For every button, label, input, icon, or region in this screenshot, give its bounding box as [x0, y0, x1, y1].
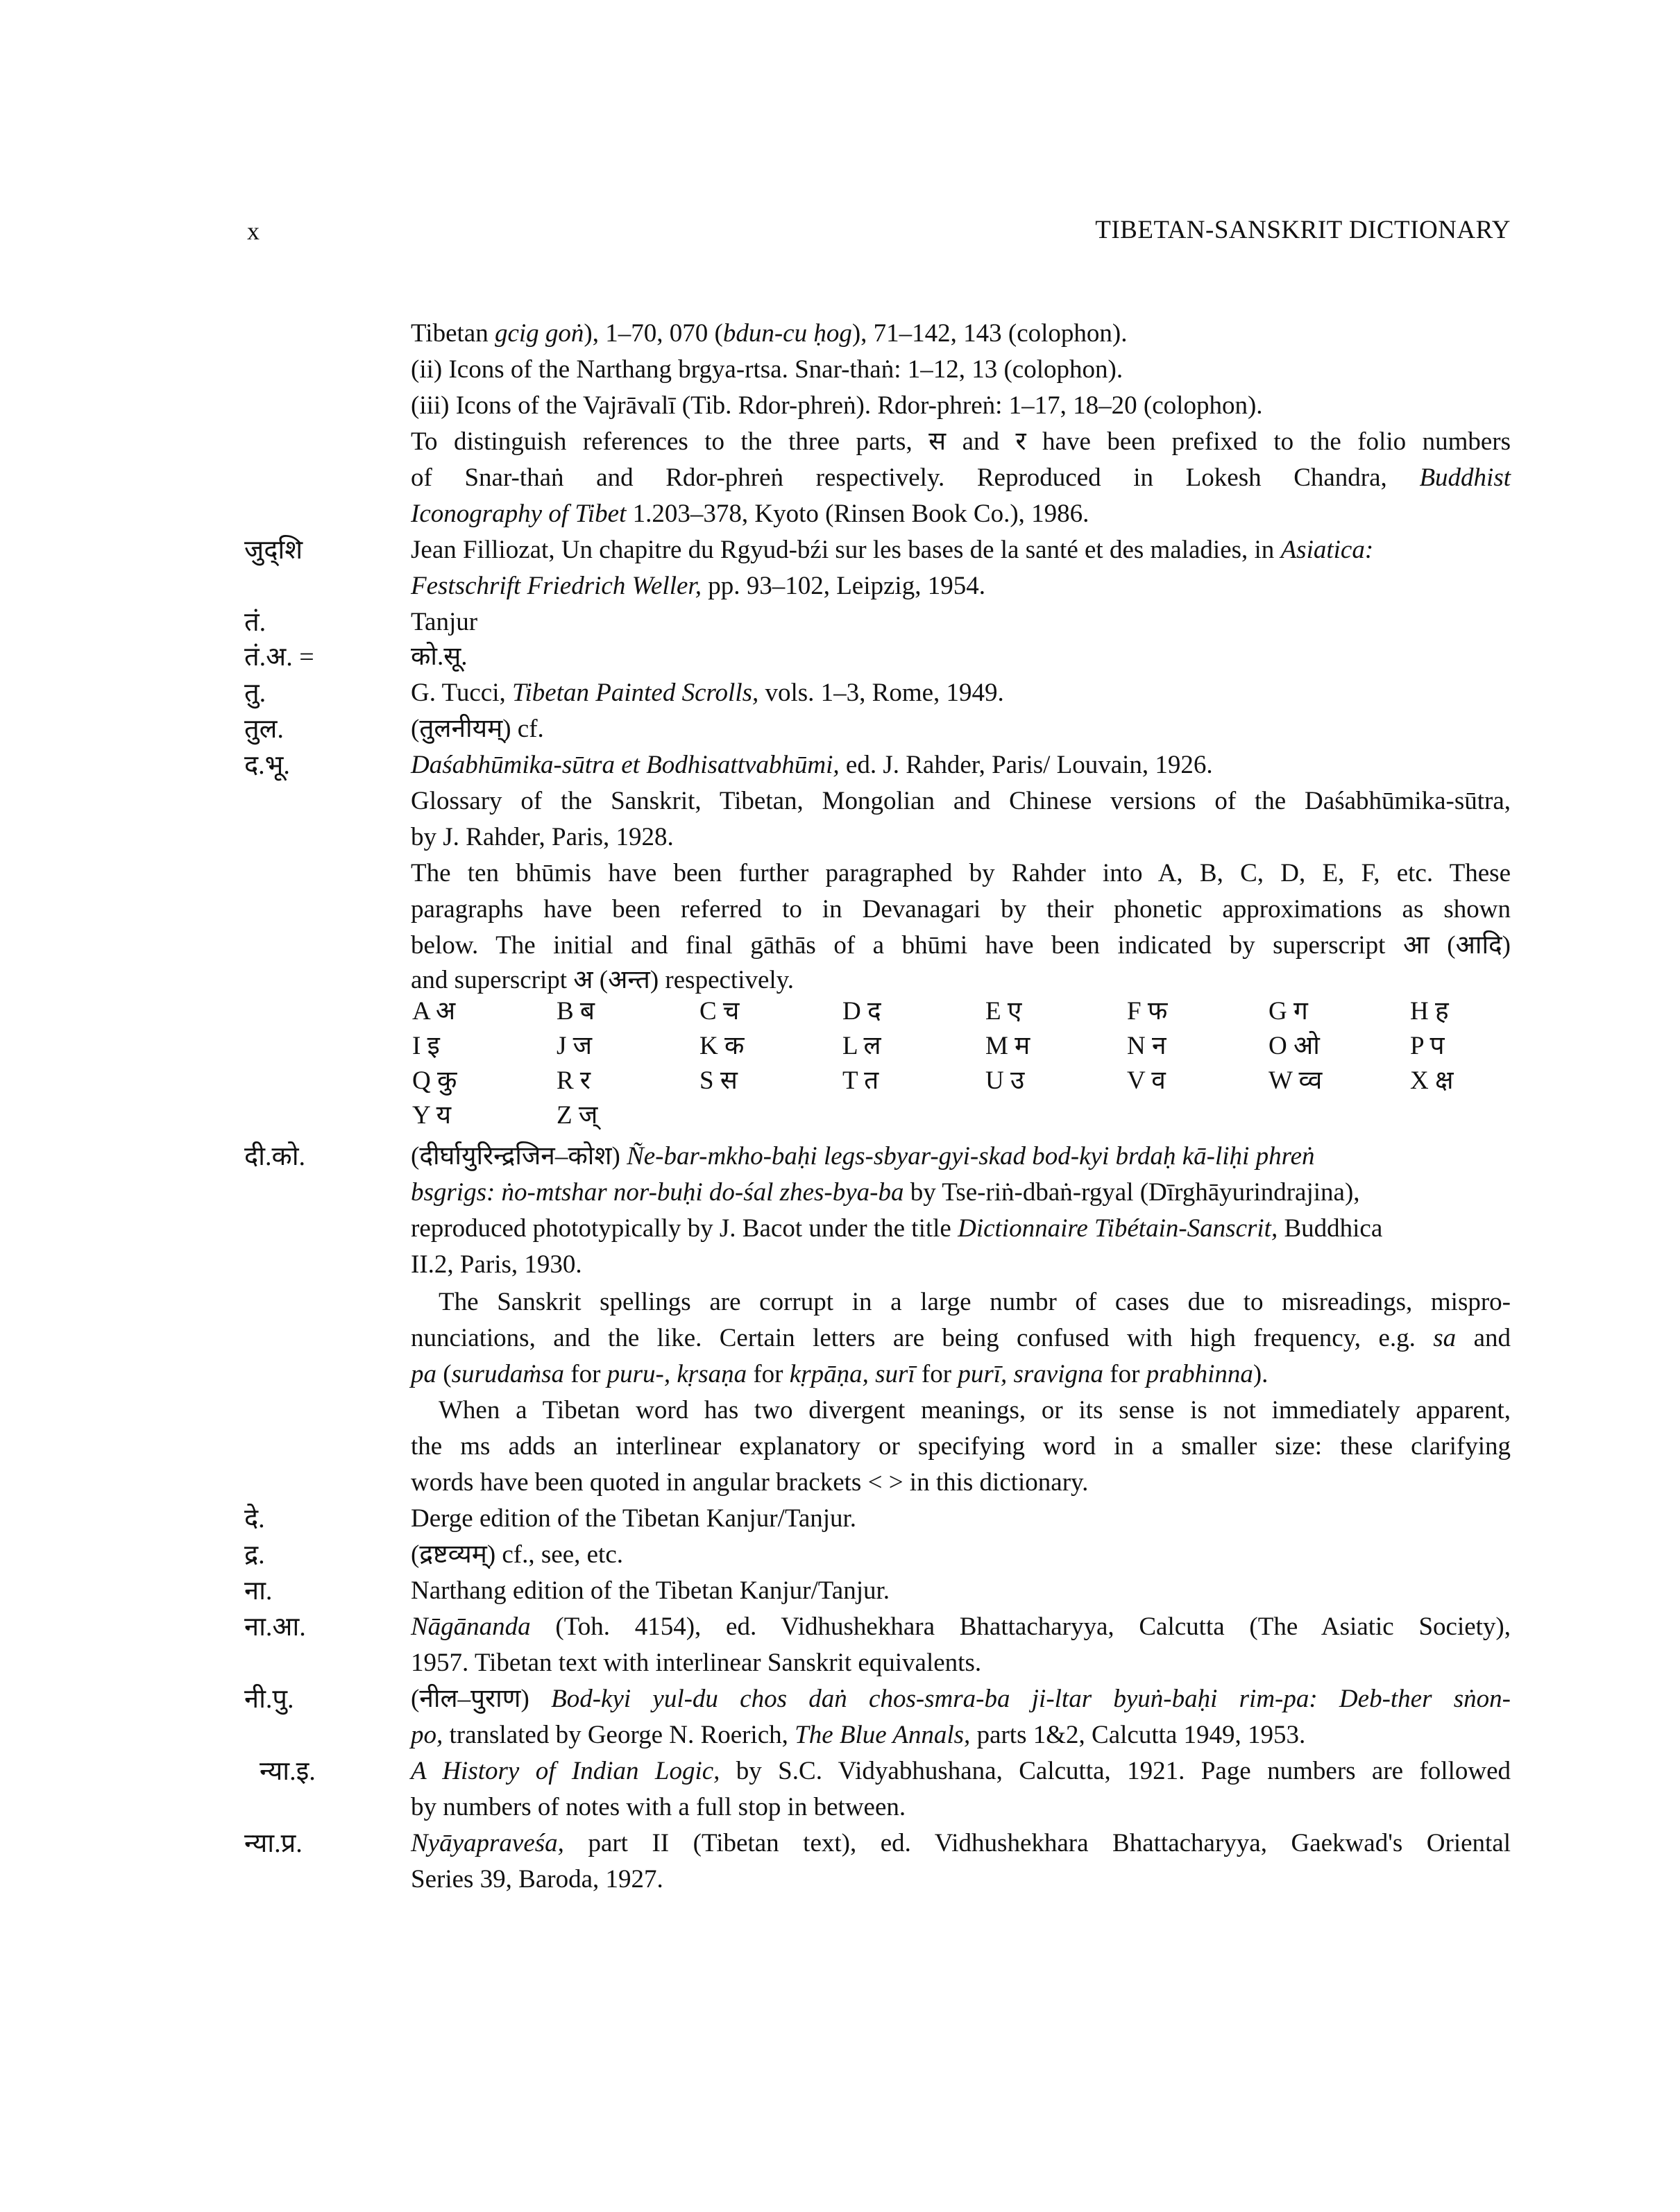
entry-text: When a Tibetan word has two divergent meanings, or its sense is not immediately apparent,	[439, 1396, 1511, 1424]
entry-abbreviation: जुद्‌शि	[244, 536, 303, 565]
entry-text: by J. Rahder, Paris, 1928.	[411, 823, 674, 851]
entry-text: Nāgānanda (Toh. 4154), ed. Vidhushekhara Bhattacharyya, Calcutta (The Asiatic Society),	[411, 1613, 1511, 1641]
table-cell: N न	[1127, 1032, 1166, 1060]
intro-line: (iii) Icons of the Vajrāvalī (Tib. Rdor-phreṅ). Rdor-phreṅ: 1–17, 18–20 (colophon).	[411, 391, 1263, 420]
table-cell: A अ	[412, 997, 456, 1026]
table-cell: E ए	[985, 997, 1022, 1026]
entry-text: nunciations, and the like. Certain letters are being confused with high frequency, e.g. sa and	[411, 1324, 1511, 1352]
table-cell: G ग	[1269, 997, 1308, 1026]
table-cell: C च	[699, 997, 740, 1026]
entry-text: Derge edition of the Tibetan Kanjur/Tanjur.	[411, 1504, 857, 1533]
table-cell: K क	[699, 1032, 745, 1060]
entry-abbreviation: तुल.	[244, 715, 284, 744]
entry-text: II.2, Paris, 1930.	[411, 1250, 582, 1279]
entry-text: Jean Filliozat, Un chapitre du Rgyud-bźi sur les bases de la santé et des maladies, in Asiatica:	[411, 536, 1374, 564]
entry-abbreviation: ना.आ.	[244, 1613, 306, 1642]
entry-abbreviation: तं.अ. =	[244, 643, 314, 672]
table-cell: U उ	[985, 1066, 1025, 1095]
entry-text: words have been quoted in angular brackets < > in this dictionary.	[411, 1468, 1089, 1497]
table-cell: Z ज्	[557, 1101, 598, 1130]
entry-text: pa (surudaṁsa for puru-, kṛsaṇa for kṛpāṇa, surī for purī, sravigna for prabhinna).	[411, 1360, 1269, 1388]
entry-text: the ms adds an interlinear explanatory or specifying word in a smaller size: these clarifying	[411, 1432, 1511, 1461]
table-cell: H ह	[1410, 997, 1449, 1026]
entry-abbreviation: दी.को.	[244, 1142, 306, 1171]
entry-abbreviation: न्या.प्र.	[244, 1829, 303, 1858]
table-cell: D द	[842, 997, 881, 1026]
entry-text: Nyāyapraveśa, part II (Tibetan text), ed. Vidhushekhara Bhattacharyya, Gaekwad's Oriental	[411, 1829, 1511, 1857]
intro-line: (ii) Icons of the Narthang brgya-rtsa. Snar-thaṅ: 1–12, 13 (colophon).	[411, 355, 1123, 384]
entry-abbreviation: तं.	[244, 608, 266, 637]
entry-text: Glossary of the Sanskrit, Tibetan, Mongolian and Chinese versions of the Daśabhūmika-sūtra,	[411, 787, 1511, 815]
entry-text: (नील–पुराण) Bod-kyi yul-du chos daṅ chos-smra-ba ji-ltar byuṅ-baḥi rim-pa: Deb-ther sṅon-	[411, 1685, 1511, 1713]
table-cell: W व्व	[1269, 1066, 1323, 1095]
entry-text: The Sanskrit spellings are corrupt in a large numbr of cases due to misreadings, mispro-	[439, 1288, 1511, 1316]
entry-text: G. Tucci, Tibetan Painted Scrolls, vols. 1–3, Rome, 1949.	[411, 679, 1004, 707]
entry-text: The ten bhūmis have been further paragraphed by Rahder into A, B, C, D, E, F, etc. These	[411, 859, 1511, 887]
table-cell: B ब	[557, 997, 595, 1026]
table-cell: X क्ष	[1410, 1066, 1454, 1095]
page-number: x	[247, 217, 260, 245]
entry-text: Series 39, Baroda, 1927.	[411, 1865, 663, 1894]
entry-text: Narthang edition of the Tibetan Kanjur/Tanjur.	[411, 1576, 890, 1605]
table-cell: F फ	[1127, 997, 1168, 1026]
entry-text: po, translated by George N. Roerich, The Blue Annals, parts 1&2, Calcutta 1949, 1953.	[411, 1721, 1306, 1749]
table-cell: T त	[842, 1066, 879, 1095]
entry-abbreviation: ना.	[244, 1576, 273, 1606]
entry-text: (द्रष्टव्यम्) cf., see, etc.	[411, 1540, 623, 1569]
table-cell: Y य	[412, 1101, 452, 1130]
table-cell: J ज	[557, 1032, 593, 1060]
table-cell: V व	[1127, 1066, 1166, 1095]
running-title: TIBETAN-SANSKRIT DICTIONARY	[1095, 216, 1511, 244]
intro-line: of Snar-thaṅ and Rdor-phreṅ respectively. Reproduced in Lokesh Chandra, Buddhist	[411, 463, 1511, 492]
entry-text: bsgrigs: ṅo-mtshar nor-buḥi do-śal zhes-bya-ba by Tse-riṅ-dbaṅ-rgyal (Dīrghāyurindrajina),	[411, 1178, 1360, 1207]
entry-abbreviation: द्र.	[244, 1540, 265, 1569]
entry-text: Tanjur	[411, 608, 478, 636]
entry-abbreviation: तु.	[244, 679, 266, 708]
entry-text: below. The initial and final gāthās of a bhūmi have been indicated by superscript आ (आदि)	[411, 931, 1511, 960]
intro-line: Tibetan gcig goṅ), 1–70, 070 (bdun-cu ḥog), 71–142, 143 (colophon).	[411, 319, 1128, 348]
intro-line: Iconography of Tibet 1.203–378, Kyoto (Rinsen Book Co.), 1986.	[411, 500, 1089, 528]
table-cell: Q कु	[412, 1066, 457, 1095]
entry-text: and superscript अ (अन्त) respectively.	[411, 966, 795, 994]
table-cell: L ल	[842, 1032, 881, 1060]
entry-abbreviation: न्या.इ.	[260, 1757, 316, 1786]
entry-abbreviation: द.भू.	[244, 751, 290, 780]
entry-text: Daśabhūmika-sūtra et Bodhisattvabhūmi, ed. J. Rahder, Paris/ Louvain, 1926.	[411, 751, 1213, 779]
entry-text: को.सू.	[411, 643, 468, 671]
entry-text: A History of Indian Logic, by S.C. Vidyabhushana, Calcutta, 1921. Page numbers are followed	[411, 1757, 1511, 1785]
entry-text: (दीर्घायुरिन्द्रजिन–कोश) Ñe-bar-mkho-baḥi legs-sbyar-gyi-skad bod-kyi brdaḥ kā-liḥi phreṅ	[411, 1142, 1315, 1171]
entry-text: Festschrift Friedrich Weller, pp. 93–102, Leipzig, 1954.	[411, 572, 985, 600]
entry-text: paragraphs have been referred to in Devanagari by their phonetic approximations as shown	[411, 895, 1511, 924]
table-cell: M म	[985, 1032, 1030, 1060]
intro-line: To distinguish references to the three parts, स and र have been prefixed to the folio numbers	[411, 427, 1511, 456]
entry-text: reproduced phototypically by J. Bacot under the title Dictionnaire Tibétain-Sanscrit, Buddhica	[411, 1214, 1383, 1243]
table-cell: I इ	[412, 1032, 440, 1060]
entry-text: 1957. Tibetan text with interlinear Sanskrit equivalents.	[411, 1649, 982, 1677]
table-cell: S स	[699, 1066, 738, 1095]
entry-text: by numbers of notes with a full stop in between.	[411, 1793, 906, 1821]
entry-text: (तुलनीयम्) cf.	[411, 715, 544, 743]
entry-abbreviation: दे.	[244, 1504, 265, 1533]
entry-abbreviation: नी.पु.	[244, 1685, 294, 1714]
table-cell: R र	[557, 1066, 591, 1095]
table-cell: P प	[1410, 1032, 1445, 1060]
table-cell: O ओ	[1269, 1032, 1320, 1060]
